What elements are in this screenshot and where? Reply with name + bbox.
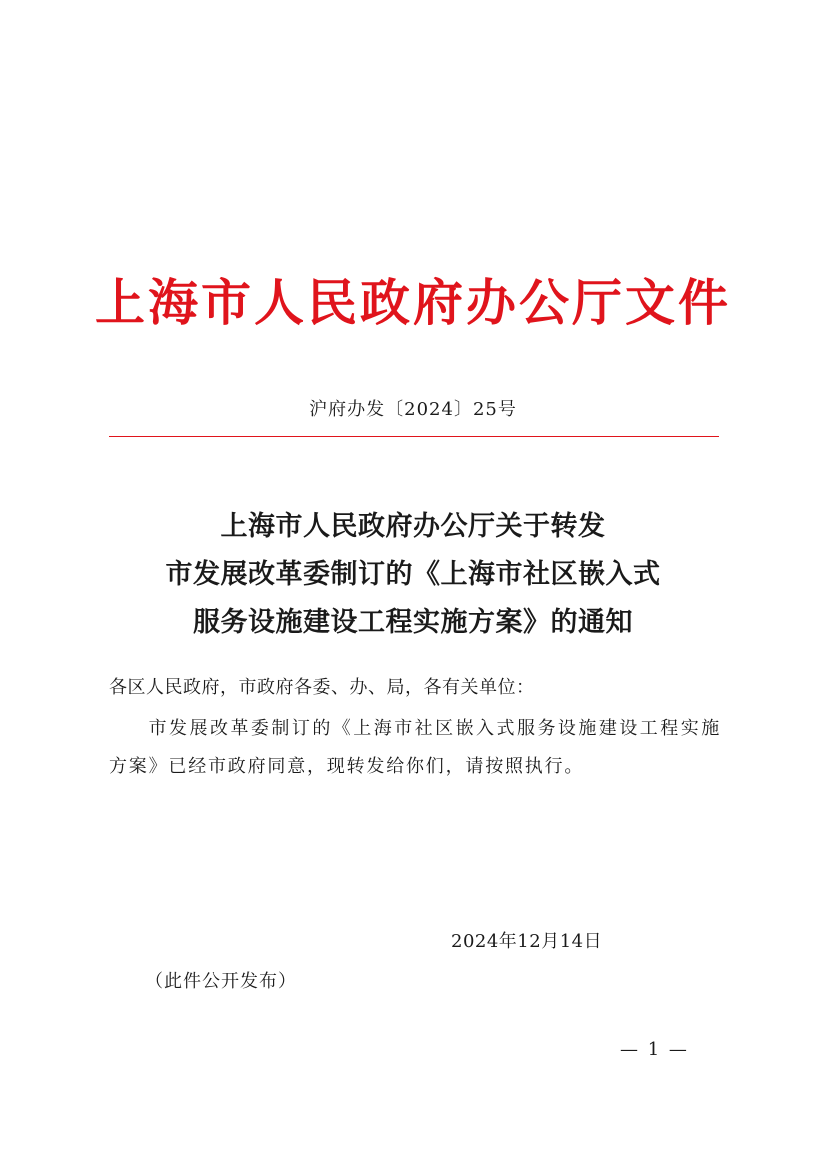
- issue-date: 2024年12月14日: [451, 931, 603, 952]
- title-line-2: 市发展改革委制订的《上海市社区嵌入式: [165, 559, 661, 590]
- salutation: 各区人民政府，市政府各委、办、局，各有关单位：: [109, 677, 535, 698]
- red-separator-line: [109, 436, 719, 437]
- publication-note: （此件公开发布）: [145, 971, 297, 992]
- document-title: [0, 503, 826, 647]
- title-line-1: 上海市人民政府办公厅关于转发: [220, 511, 606, 542]
- document-number: 沪府办发〔2024〕25号: [309, 399, 517, 420]
- title-line-3: 服务设施建设工程实施方案》的通知: [193, 607, 633, 638]
- page-number: — 1 —: [620, 1039, 689, 1060]
- masthead-title: 上海市人民政府办公厅文件: [95, 273, 731, 332]
- body-paragraph: 市发展改革委制订的《上海市社区嵌入式服务设施建设工程实施方案》已经市政府同意，现转发给你们，请按照执行。: [109, 718, 721, 777]
